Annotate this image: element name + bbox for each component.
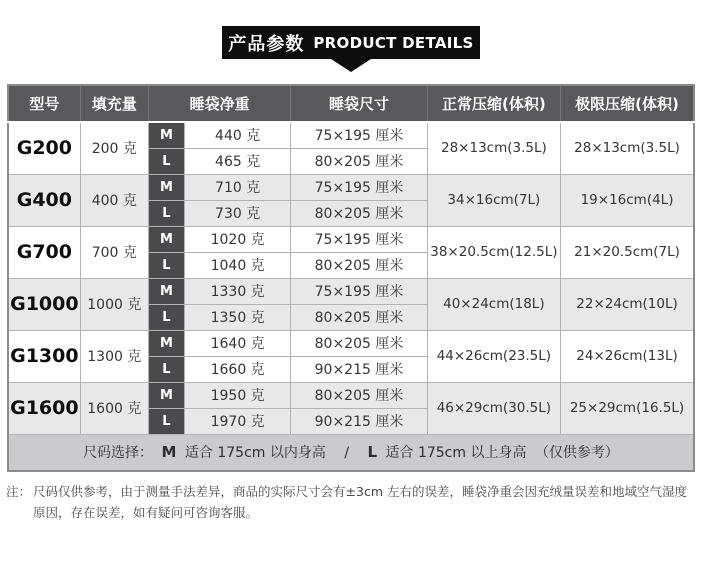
- size-guide-l-text: 适合 175cm 以上身高: [385, 445, 527, 462]
- banner-pointer-triangle: [331, 59, 371, 72]
- footnote-text: 尺码仅供参考，由于测量手法差异，商品的实际尺寸会有±3cm 左右的误差，睡袋净重会因充绒量误差和地域空气湿度原因，存在误差，如有疑问可咨询客服。: [33, 484, 687, 521]
- extreme-compression-cell: 22×24cm(10L): [561, 278, 694, 330]
- size-guide-prefix: 尺码选择：: [83, 445, 154, 462]
- extreme-compression-cell: 21×20.5cm(7L): [561, 226, 694, 278]
- footnote-label: 注：: [6, 484, 32, 499]
- dimensions-cell: 80×205 厘米: [291, 330, 427, 356]
- normal-compression-cell: 44×26cm(23.5L): [427, 330, 560, 382]
- product-spec-table: [7, 84, 695, 472]
- column-header-model: 型号: [8, 85, 80, 122]
- size-label-cell: M: [148, 174, 184, 200]
- dimensions-cell: 75×195 厘米: [291, 122, 427, 148]
- column-header-normal-compression: 正常压缩(体积): [427, 85, 560, 122]
- fill-cell: 700 克: [80, 226, 148, 278]
- weight-cell: 1640 克: [184, 330, 290, 356]
- size-label-cell: M: [148, 226, 184, 252]
- banner-title-zh: 产品参数: [228, 33, 305, 55]
- size-label-cell: L: [148, 252, 184, 278]
- size-guide-row: [8, 434, 694, 471]
- size-label-cell: M: [148, 330, 184, 356]
- table-row: [8, 226, 694, 252]
- model-cell: G1600: [8, 382, 80, 434]
- fill-cell: 200 克: [80, 122, 148, 174]
- size-label-cell: L: [148, 356, 184, 382]
- dimensions-cell: 80×205 厘米: [291, 148, 427, 174]
- weight-cell: 1350 克: [184, 304, 290, 330]
- dimensions-cell: 90×215 厘米: [291, 408, 427, 434]
- size-guide-suffix: （仅供参考）: [534, 445, 619, 462]
- normal-compression-cell: 40×24cm(18L): [427, 278, 560, 330]
- size-guide-separator: /: [344, 445, 350, 462]
- weight-cell: 730 克: [184, 200, 290, 226]
- dimensions-cell: 75×195 厘米: [291, 226, 427, 252]
- weight-cell: 1660 克: [184, 356, 290, 382]
- table-row: [8, 278, 694, 304]
- fill-cell: 1000 克: [80, 278, 148, 330]
- normal-compression-cell: 28×13cm(3.5L): [427, 122, 560, 174]
- size-label-cell: M: [148, 382, 184, 408]
- size-label-cell: M: [148, 278, 184, 304]
- banner-title-en: PRODUCT DETAILS: [313, 33, 474, 52]
- extreme-compression-cell: 19×16cm(4L): [561, 174, 694, 226]
- product-details-banner: [222, 26, 480, 59]
- extreme-compression-cell: 28×13cm(3.5L): [561, 122, 694, 174]
- normal-compression-cell: 34×16cm(7L): [427, 174, 560, 226]
- size-guide-m-text: 适合 175cm 以内身高: [184, 445, 326, 462]
- fill-cell: 1300 克: [80, 330, 148, 382]
- dimensions-cell: 80×205 厘米: [291, 252, 427, 278]
- size-label-cell: M: [148, 122, 184, 148]
- column-header-extreme-compression: 极限压缩(体积): [561, 85, 694, 122]
- extreme-compression-cell: 24×26cm(13L): [561, 330, 694, 382]
- weight-cell: 1020 克: [184, 226, 290, 252]
- weight-cell: 1040 克: [184, 252, 290, 278]
- table-row: [8, 174, 694, 200]
- size-label-cell: L: [148, 148, 184, 174]
- fill-cell: 1600 克: [80, 382, 148, 434]
- dimensions-cell: 75×195 厘米: [291, 174, 427, 200]
- weight-cell: 1950 克: [184, 382, 290, 408]
- dimensions-cell: 80×205 厘米: [291, 382, 427, 408]
- column-header-dimensions: 睡袋尺寸: [291, 85, 427, 122]
- weight-cell: 465 克: [184, 148, 290, 174]
- footnote: [6, 481, 696, 524]
- size-label-cell: L: [148, 408, 184, 434]
- size-guide-l-label: L: [367, 443, 378, 462]
- table-row: [8, 330, 694, 356]
- dimensions-cell: 75×195 厘米: [291, 278, 427, 304]
- size-guide-cell: [8, 434, 694, 471]
- weight-cell: 1970 克: [184, 408, 290, 434]
- dimensions-cell: 80×205 厘米: [291, 200, 427, 226]
- table-header-row: [8, 85, 694, 122]
- weight-cell: 1330 克: [184, 278, 290, 304]
- table-row: [8, 122, 694, 148]
- table-row: [8, 382, 694, 408]
- model-cell: G200: [8, 122, 80, 174]
- model-cell: G400: [8, 174, 80, 226]
- normal-compression-cell: 46×29cm(30.5L): [427, 382, 560, 434]
- fill-cell: 400 克: [80, 174, 148, 226]
- model-cell: G700: [8, 226, 80, 278]
- model-cell: G1000: [8, 278, 80, 330]
- dimensions-cell: 80×205 厘米: [291, 304, 427, 330]
- extreme-compression-cell: 25×29cm(16.5L): [561, 382, 694, 434]
- column-header-net-weight: 睡袋净重: [148, 85, 290, 122]
- weight-cell: 710 克: [184, 174, 290, 200]
- model-cell: G1300: [8, 330, 80, 382]
- size-label-cell: L: [148, 304, 184, 330]
- column-header-fill: 填充量: [80, 85, 148, 122]
- weight-cell: 440 克: [184, 122, 290, 148]
- size-label-cell: L: [148, 200, 184, 226]
- normal-compression-cell: 38×20.5cm(12.5L): [427, 226, 560, 278]
- size-guide-m-label: M: [161, 443, 177, 462]
- dimensions-cell: 90×215 厘米: [291, 356, 427, 382]
